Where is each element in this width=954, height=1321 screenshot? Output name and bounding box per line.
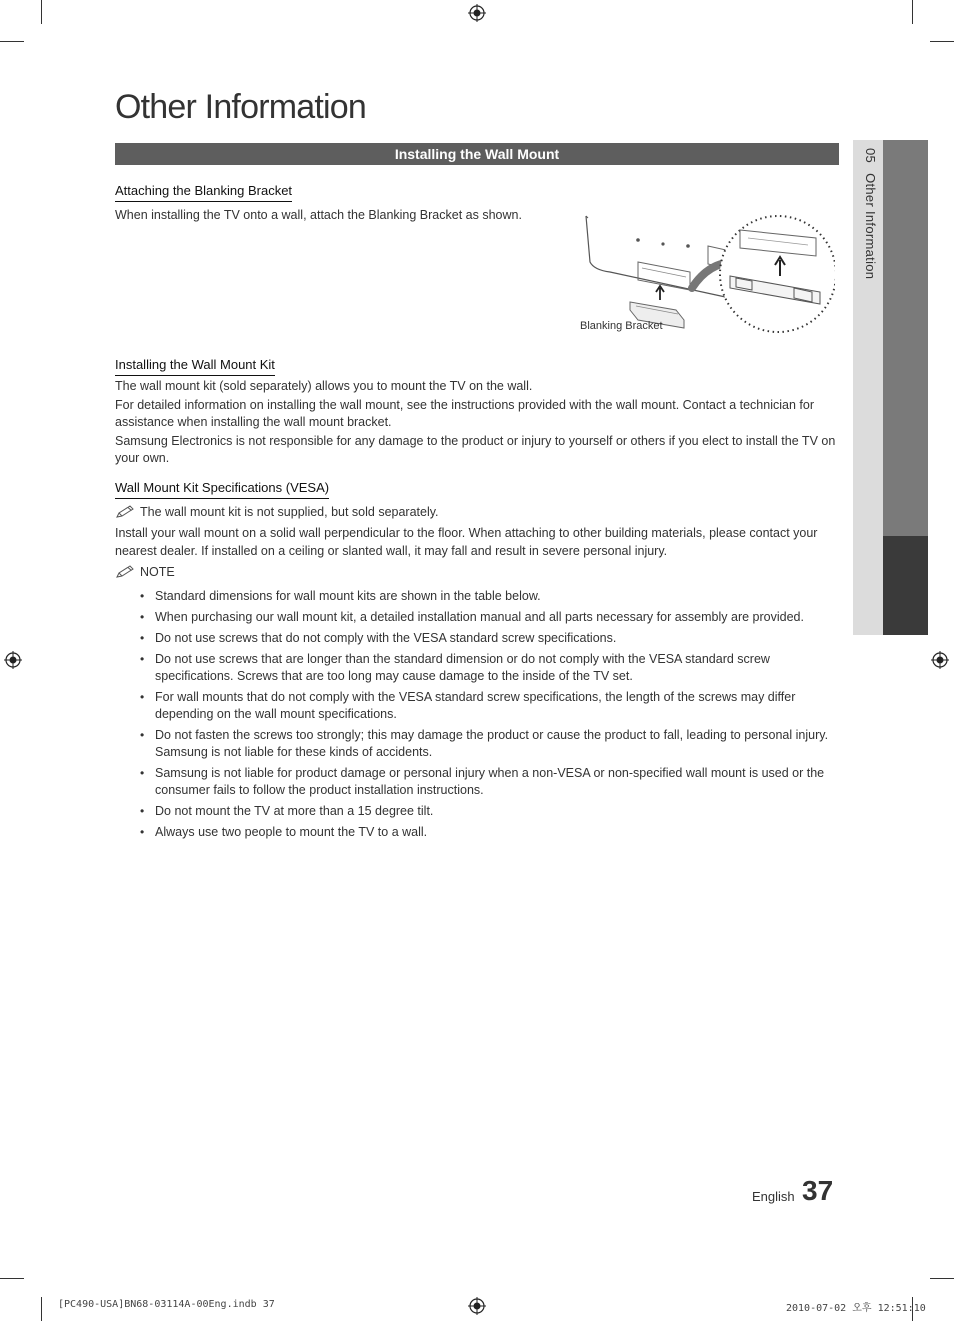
crop-mark bbox=[930, 1278, 954, 1279]
registration-mark-icon bbox=[468, 4, 486, 22]
wallkit-heading: Installing the Wall Mount Kit bbox=[115, 357, 275, 376]
note-pencil-icon bbox=[115, 565, 135, 579]
list-item: • Do not use screws that are longer than the standard dimension or do not comply with the VESA standard screw specifications. Screws that are too long may cause damage to the inside of the TV set. bbox=[115, 651, 841, 685]
side-tab-active-band bbox=[883, 536, 928, 635]
page-title: Other Information bbox=[115, 88, 366, 126]
note-pencil-icon bbox=[115, 505, 135, 519]
registration-mark-icon bbox=[468, 1297, 486, 1315]
vesa-paragraph: Install your wall mount on a solid wall perpendicular to the floor. When attaching to other building materials, please contact your nearest dealer. If installed on a ceiling or slanted wall, it may fall and result in severe personal injury. bbox=[115, 526, 818, 558]
crop-mark bbox=[0, 1278, 24, 1279]
registration-mark-icon bbox=[4, 651, 22, 669]
chapter-number: 05 bbox=[863, 148, 878, 164]
list-item: • Do not mount the TV at more than a 15 degree tilt. bbox=[115, 803, 841, 820]
vesa-note-text: The wall mount kit is not supplied, but sold separately. bbox=[140, 505, 439, 519]
crop-mark bbox=[41, 0, 42, 24]
page-number: 37 bbox=[802, 1175, 834, 1206]
wallkit-paragraph: The wall mount kit (sold separately) allows you to mount the TV on the wall. bbox=[115, 379, 533, 393]
crop-mark bbox=[0, 41, 24, 42]
list-item: • Always use two people to mount the TV to a wall. bbox=[115, 824, 841, 841]
blanking-heading: Attaching the Blanking Bracket bbox=[115, 183, 292, 202]
side-tab-label bbox=[863, 148, 878, 279]
note-label: NOTE bbox=[140, 565, 175, 579]
crop-mark bbox=[930, 41, 954, 42]
list-item: • When purchasing our wall mount kit, a detailed installation manual and all parts necessary for assembly are provided. bbox=[115, 609, 841, 626]
print-info-timestamp: 2010-07-02 오후 12:51:10 bbox=[786, 1303, 926, 1314]
blanking-bracket-illustration bbox=[580, 210, 835, 338]
crop-mark bbox=[912, 0, 913, 24]
list-item: • For wall mounts that do not comply with the VESA standard screw specifications, the length of the screws may differ depending on the wall mount specifications. bbox=[115, 689, 841, 723]
list-item: • Standard dimensions for wall mount kits are shown in the table below. bbox=[115, 588, 841, 605]
list-item: • Samsung is not liable for product damage or personal injury when a non-VESA or non-specified wall mount is used or the consumer fails to follow the product installation instructions. bbox=[115, 765, 841, 799]
note-bullet-list bbox=[115, 588, 841, 845]
figure-caption: Blanking Bracket bbox=[580, 320, 663, 332]
wallkit-body bbox=[115, 378, 841, 469]
vesa-note-row bbox=[115, 505, 439, 519]
chapter-label: Other Information bbox=[863, 173, 878, 280]
list-item: • Do not fasten the screws too strongly; this may damage the product or cause the product to fall, leading to personal injury. Samsung is not liable for these kinds of accidents. bbox=[115, 727, 841, 761]
footer-language: English bbox=[752, 1189, 795, 1204]
wallkit-paragraph: Samsung Electronics is not responsible for any damage to the product or injury to yourself or others if you elect to install the TV on your own. bbox=[115, 433, 836, 465]
list-item: • Do not use screws that do not comply with the VESA standard screw specifications. bbox=[115, 630, 841, 647]
note-label-row bbox=[115, 565, 175, 579]
section-title-bar: Installing the Wall Mount bbox=[115, 143, 839, 165]
wallkit-paragraph: For detailed information on installing the wall mount, see the instructions provided with the wall mount. Contact a technician for assistance when installing the wall mount bracket. bbox=[115, 397, 814, 429]
side-tab-band bbox=[883, 140, 928, 536]
blanking-text: When installing the TV onto a wall, attach the Blanking Bracket as shown. bbox=[115, 208, 522, 222]
vesa-heading: Wall Mount Kit Specifications (VESA) bbox=[115, 480, 329, 499]
registration-mark-icon bbox=[931, 651, 949, 669]
crop-mark bbox=[41, 1297, 42, 1321]
print-info-file: [PC490-USA]BN68-03114A-00Eng.indb 37 bbox=[58, 1299, 275, 1310]
